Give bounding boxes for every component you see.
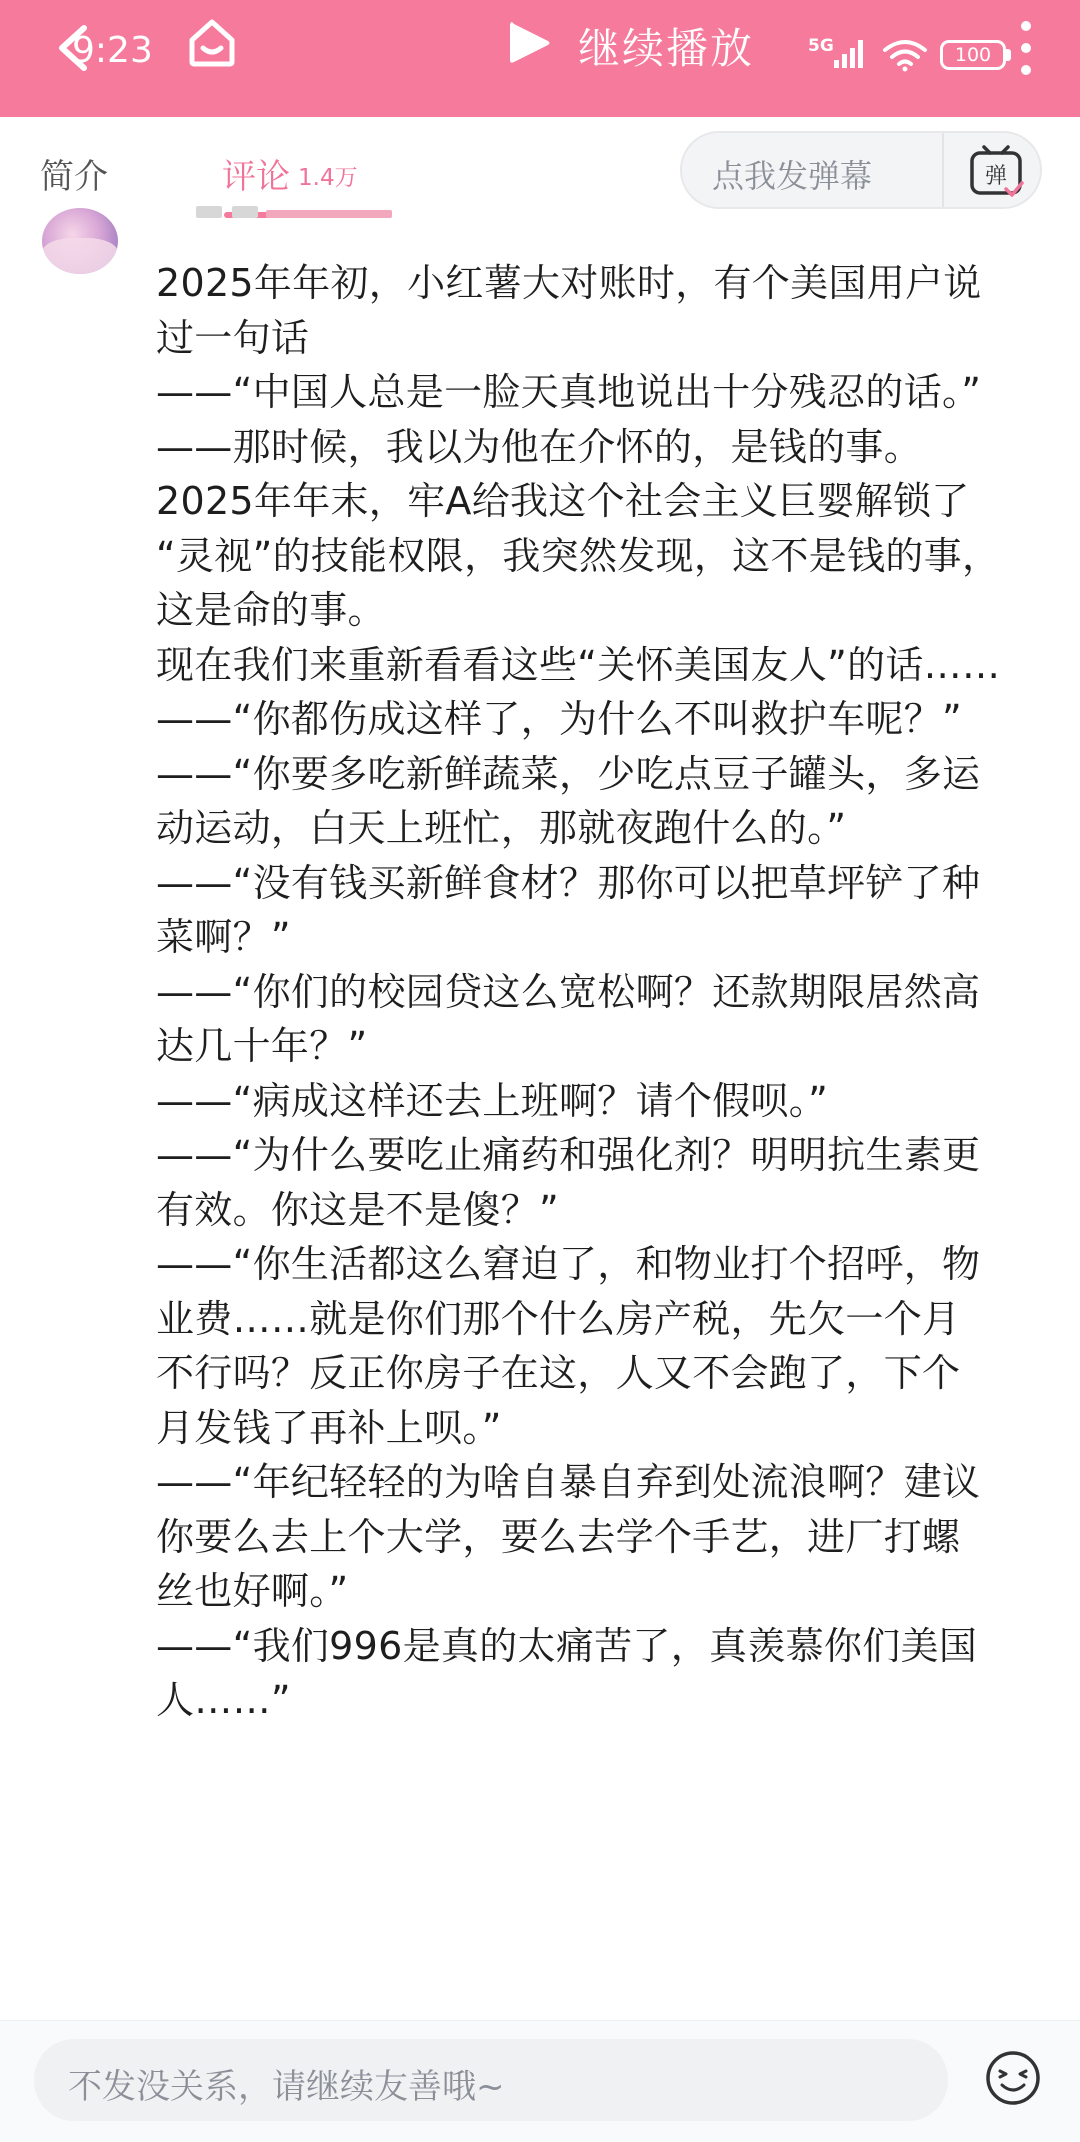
comment-line: ——“病成这样还去上班啊？请个假呗。” (156, 1078, 829, 1123)
player-top-bar (0, 0, 1080, 117)
continue-play-label[interactable]: 继续播放 (578, 24, 755, 73)
comment-line: 菜啊？” (156, 915, 291, 959)
home-icon[interactable] (184, 14, 240, 70)
comment-line: ——“没有钱买新鲜食材？那你可以把草坪铲了种 (156, 860, 981, 905)
reply-placeholder: 不发没关系，请继续友善哦~ (68, 2067, 505, 2107)
tabs-row (0, 117, 1080, 223)
battery-tip (1006, 49, 1011, 61)
play-icon[interactable] (506, 18, 552, 68)
comment-line: 2025年年末，牢A给我这个社会主义巨婴解锁了 (156, 479, 970, 523)
comment-line: 你要么去上个大学，要么去学个手艺，进厂打螺 (156, 1514, 961, 1559)
comment-line: 这是命的事。 (156, 588, 386, 632)
emoji-face-icon[interactable] (984, 2049, 1042, 2107)
more-vertical-icon[interactable] (1020, 18, 1032, 78)
comment-line: ——“中国人总是一脸天真地说出十分残忍的话。” (156, 370, 982, 414)
comment-line: ——“你生活都这么窘迫了，和物业打个招呼，物 (156, 1242, 981, 1286)
comment-line: ——“年纪轻轻的为啥自暴自弃到处流浪啊？建议 (156, 1460, 981, 1504)
network-type: 5G (808, 36, 834, 56)
comment-line: “灵视”的技能权限，我突然发现，这不是钱的事， (156, 533, 1001, 578)
comments-count: 1.4万 (298, 165, 358, 191)
danmaku-placeholder: 点我发弹幕 (712, 157, 873, 195)
comment-line: ——“我们996是真的太痛苦了，真羡慕你们美国 (156, 1623, 978, 1668)
comment-line: 业费……就是你们那个什么房产税，先欠一个月 (156, 1296, 961, 1341)
danmaku-divider (942, 133, 944, 207)
battery-icon: 100 (940, 40, 1006, 70)
reply-input[interactable] (34, 2039, 948, 2121)
danmaku-toggle-icon[interactable] (968, 141, 1024, 201)
avatar[interactable] (42, 208, 118, 274)
wifi-icon (882, 38, 928, 72)
comment-line: 有效。你这是不是傻？” (156, 1187, 559, 1232)
comment-line: ——“你要多吃新鲜蔬菜，少吃点豆子罐头，多运 (156, 751, 981, 796)
danmaku-icon-label: 弹 (984, 164, 1008, 189)
username-partial (196, 206, 406, 222)
comment-line: 月发钱了再补上呗。” (156, 1405, 502, 1450)
text-fade-overlay (180, 1982, 290, 2022)
comment-line: 现在我们来重新看看这些“关怀美国友人”的话…… (156, 642, 1001, 687)
signal-icon (832, 36, 868, 70)
comment-line: 达几十年？” (156, 1024, 368, 1068)
comment-line: ——“你都伤成这样了，为什么不叫救护车呢？” (156, 697, 962, 741)
avatar-figure (42, 238, 118, 274)
comment-line: ——“你们的校园贷这么宽松啊？还款期限居然高 (156, 969, 981, 1014)
comment-line: 人……” (156, 1678, 291, 1722)
comment-line: 不行吗？反正你房子在这，人又不会跑了，下个 (156, 1351, 961, 1395)
comment-text (156, 256, 1046, 1728)
danmaku-input[interactable] (680, 131, 1042, 209)
comment-line: 动运动，白天上班忙，那就夜跑什么的。” (156, 806, 847, 850)
tab-intro[interactable]: 简介 (40, 157, 108, 197)
comment-line: ——“为什么要吃止痛药和强化剂？明明抗生素更 (156, 1133, 981, 1177)
status-time: 9:23 (72, 30, 153, 71)
tab-comments[interactable]: 评论 (222, 157, 290, 197)
comment-line: 2025年年初，小红薯大对账时，有个美国用户说 (156, 261, 982, 305)
bottom-reply-bar (0, 2020, 1080, 2142)
comment-line: ——那时候，我以为他在介怀的，是钱的事。 (156, 424, 923, 469)
comment-line: 丝也好啊。” (156, 1569, 349, 1613)
comment-line: 过一句话 (156, 315, 310, 360)
